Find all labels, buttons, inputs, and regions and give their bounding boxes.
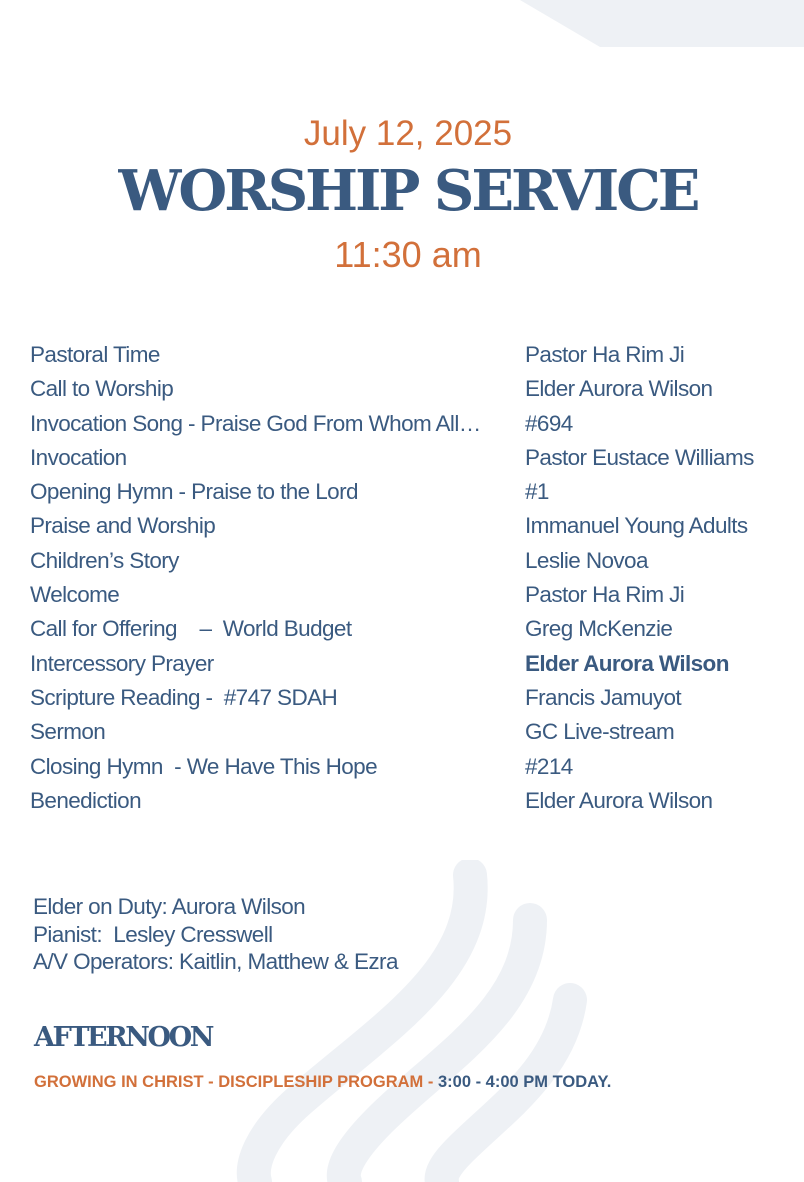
service-person: Elder Aurora Wilson [525, 787, 713, 813]
service-person: Greg McKenzie [525, 616, 673, 642]
elder-on-duty: Elder on Duty: Aurora Wilson [33, 894, 306, 919]
program-time: 3:00 - 4:00 PM TODAY. [437, 1073, 612, 1091]
page-title: WORSHIP SERVICE [118, 158, 698, 224]
service-item: Invocation Song - Praise God From Whom All… [30, 410, 481, 436]
service-date: July 12, 2025 [303, 114, 513, 153]
service-item: Benediction [30, 787, 141, 813]
afternoon-heading: AFTERNOON [34, 1022, 213, 1053]
service-person: Pastor Ha Rim Ji [525, 342, 685, 367]
service-item: Welcome [30, 582, 120, 608]
service-item: Intercessory Prayer [30, 650, 214, 676]
service-person: Pastor Eustace Williams [525, 444, 754, 470]
service-item: Call to Worship [30, 376, 174, 402]
service-person: Leslie Novoa [525, 547, 648, 573]
service-credits [33, 893, 533, 976]
service-item: Pastoral Time [30, 342, 160, 367]
order-of-service-items [30, 338, 515, 818]
service-person: Francis Jamuyot [525, 684, 682, 710]
service-person: GC Live-stream [525, 719, 675, 745]
service-item: Invocation [30, 444, 127, 470]
service-item: Opening Hymn - Praise to the Lord [30, 479, 358, 505]
service-item: Closing Hymn - We Have This Hope [30, 753, 378, 779]
av-operators: A/V Operators: Kaitlin, Matthew & Ezra [33, 949, 398, 974]
pianist: Pianist: Lesley Cresswell [33, 921, 273, 947]
corner-decoration [0, 0, 804, 60]
hymn-number: #1 [525, 479, 549, 505]
order-of-service-people [525, 338, 804, 818]
service-item: Children’s Story [30, 547, 179, 573]
afternoon-program [34, 1070, 611, 1094]
service-person: Elder Aurora Wilson [525, 650, 729, 676]
program-name: GROWING IN CHRIST - DISCIPLESHIP PROGRAM - [34, 1073, 438, 1091]
service-item: Sermon [30, 719, 106, 745]
service-person: Elder Aurora Wilson [525, 376, 713, 402]
hymn-number: #214 [525, 753, 573, 779]
service-person: Immanuel Young Adults [525, 513, 748, 539]
service-item: Call for Offering – World Budget [30, 616, 352, 642]
service-time: 11:30 am [334, 234, 482, 275]
service-person: Pastor Ha Rim Ji [525, 582, 685, 608]
service-item: Scripture Reading - #747 SDAH [30, 684, 338, 710]
hymn-number: #694 [525, 410, 573, 436]
service-item: Praise and Worship [30, 513, 216, 539]
